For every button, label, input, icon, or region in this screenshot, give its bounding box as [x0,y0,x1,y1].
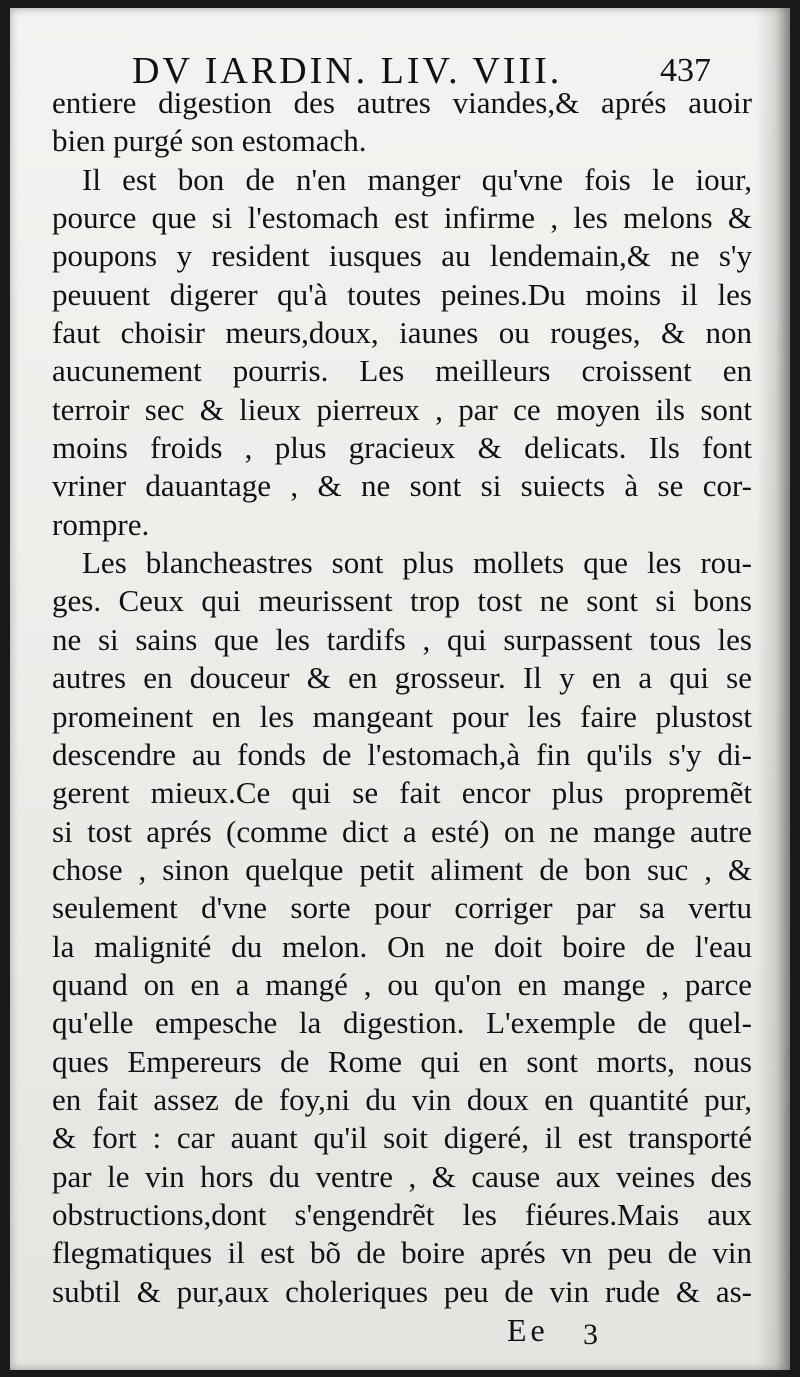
text-line: si tost aprés (comme dict a esté) on ne mange autre [52,813,752,849]
text-line: Les blancheastres sont plus mollets que les rou- [82,545,752,581]
text-line: la malignité du melon. On ne doit boire de l'eau [52,928,752,964]
text-line: poupons y resident iusques au lendemain,& ne s'y [52,238,752,274]
catchword: Ee [507,1312,549,1348]
text-line: descendre au fonds de l'estomach,à fin qu'ils s'y di- [52,736,752,772]
text-line: flegmatiques il est bõ de boire aprés vn peu de vin [52,1235,752,1271]
text-line: en fait assez de foy,ni du vin doux en quantité pur, [52,1081,752,1117]
page-number: 437 [660,52,711,89]
text-line: seulement d'vne sorte pour corriger par sa vertu [52,890,752,926]
text-line: rompre. [52,506,150,542]
text-line: bien purgé son estomach. [52,123,367,159]
text-line: terroir sec & lieux pierreux , par ce moyen ils sont [52,391,752,427]
text-line: par le vin hors du ventre , & cause aux veines des [52,1158,752,1194]
text-line: entiere digestion des autres viandes,& aprés auoir [52,85,752,120]
signature-mark: 3 [583,1318,598,1351]
text-line: Il est bon de n'en manger qu'vne fois le iour, [82,161,752,197]
text-line: ne si sains que les tardifs , qui surpassent tous les [52,621,752,657]
text-line: & fort : car auant qu'il soit digeré, il est transporté [52,1120,752,1156]
text-line: gerent mieux.Ce qui se fait encor plus propremẽt [52,775,752,811]
text-line: autres en douceur & en grosseur. Il y en a qui se [52,660,752,696]
text-line: aucunement pourris. Les meilleurs croissent en [52,353,752,389]
text-line: pource que si l'estomach est infirme , les melons & [52,200,752,236]
text-line: faut choisir meurs,doux, iaunes ou rouges, & non [52,315,752,351]
text-line: ges. Ceux qui meurissent trop tost ne sont si bons [52,583,752,619]
text-line: vriner dauantage , & ne sont si suiects à se cor- [52,468,752,504]
running-head: DV IARDIN. LIV. VIII. [132,50,563,92]
text-line: ques Empereurs de Rome qui en sont morts, nous [52,1043,752,1079]
text-line: obstructions,dont s'engendrẽt les fiéures.Mais aux [52,1196,752,1232]
text-line: subtil & pur,aux choleriques peu de vin rude & as- [52,1273,752,1309]
text-line: quand on en a mangé , ou qu'on en mange , parce [52,966,752,1002]
text-line: chose , sinon quelque petit aliment de bon suc , & [52,851,752,887]
text-line: moins froids , plus gracieux & delicats. Ils font [52,430,752,466]
text-line: qu'elle empesche la digestion. L'exemple de quel- [52,1005,752,1041]
book-page [10,8,790,1370]
page-gutter-shadow [756,8,790,1370]
body-text [52,84,752,1311]
text-line: promeinent en les mangeant pour les faire plustost [52,698,752,734]
text-line: peuuent digerer qu'à toutes peines.Du moins il les [52,276,752,312]
